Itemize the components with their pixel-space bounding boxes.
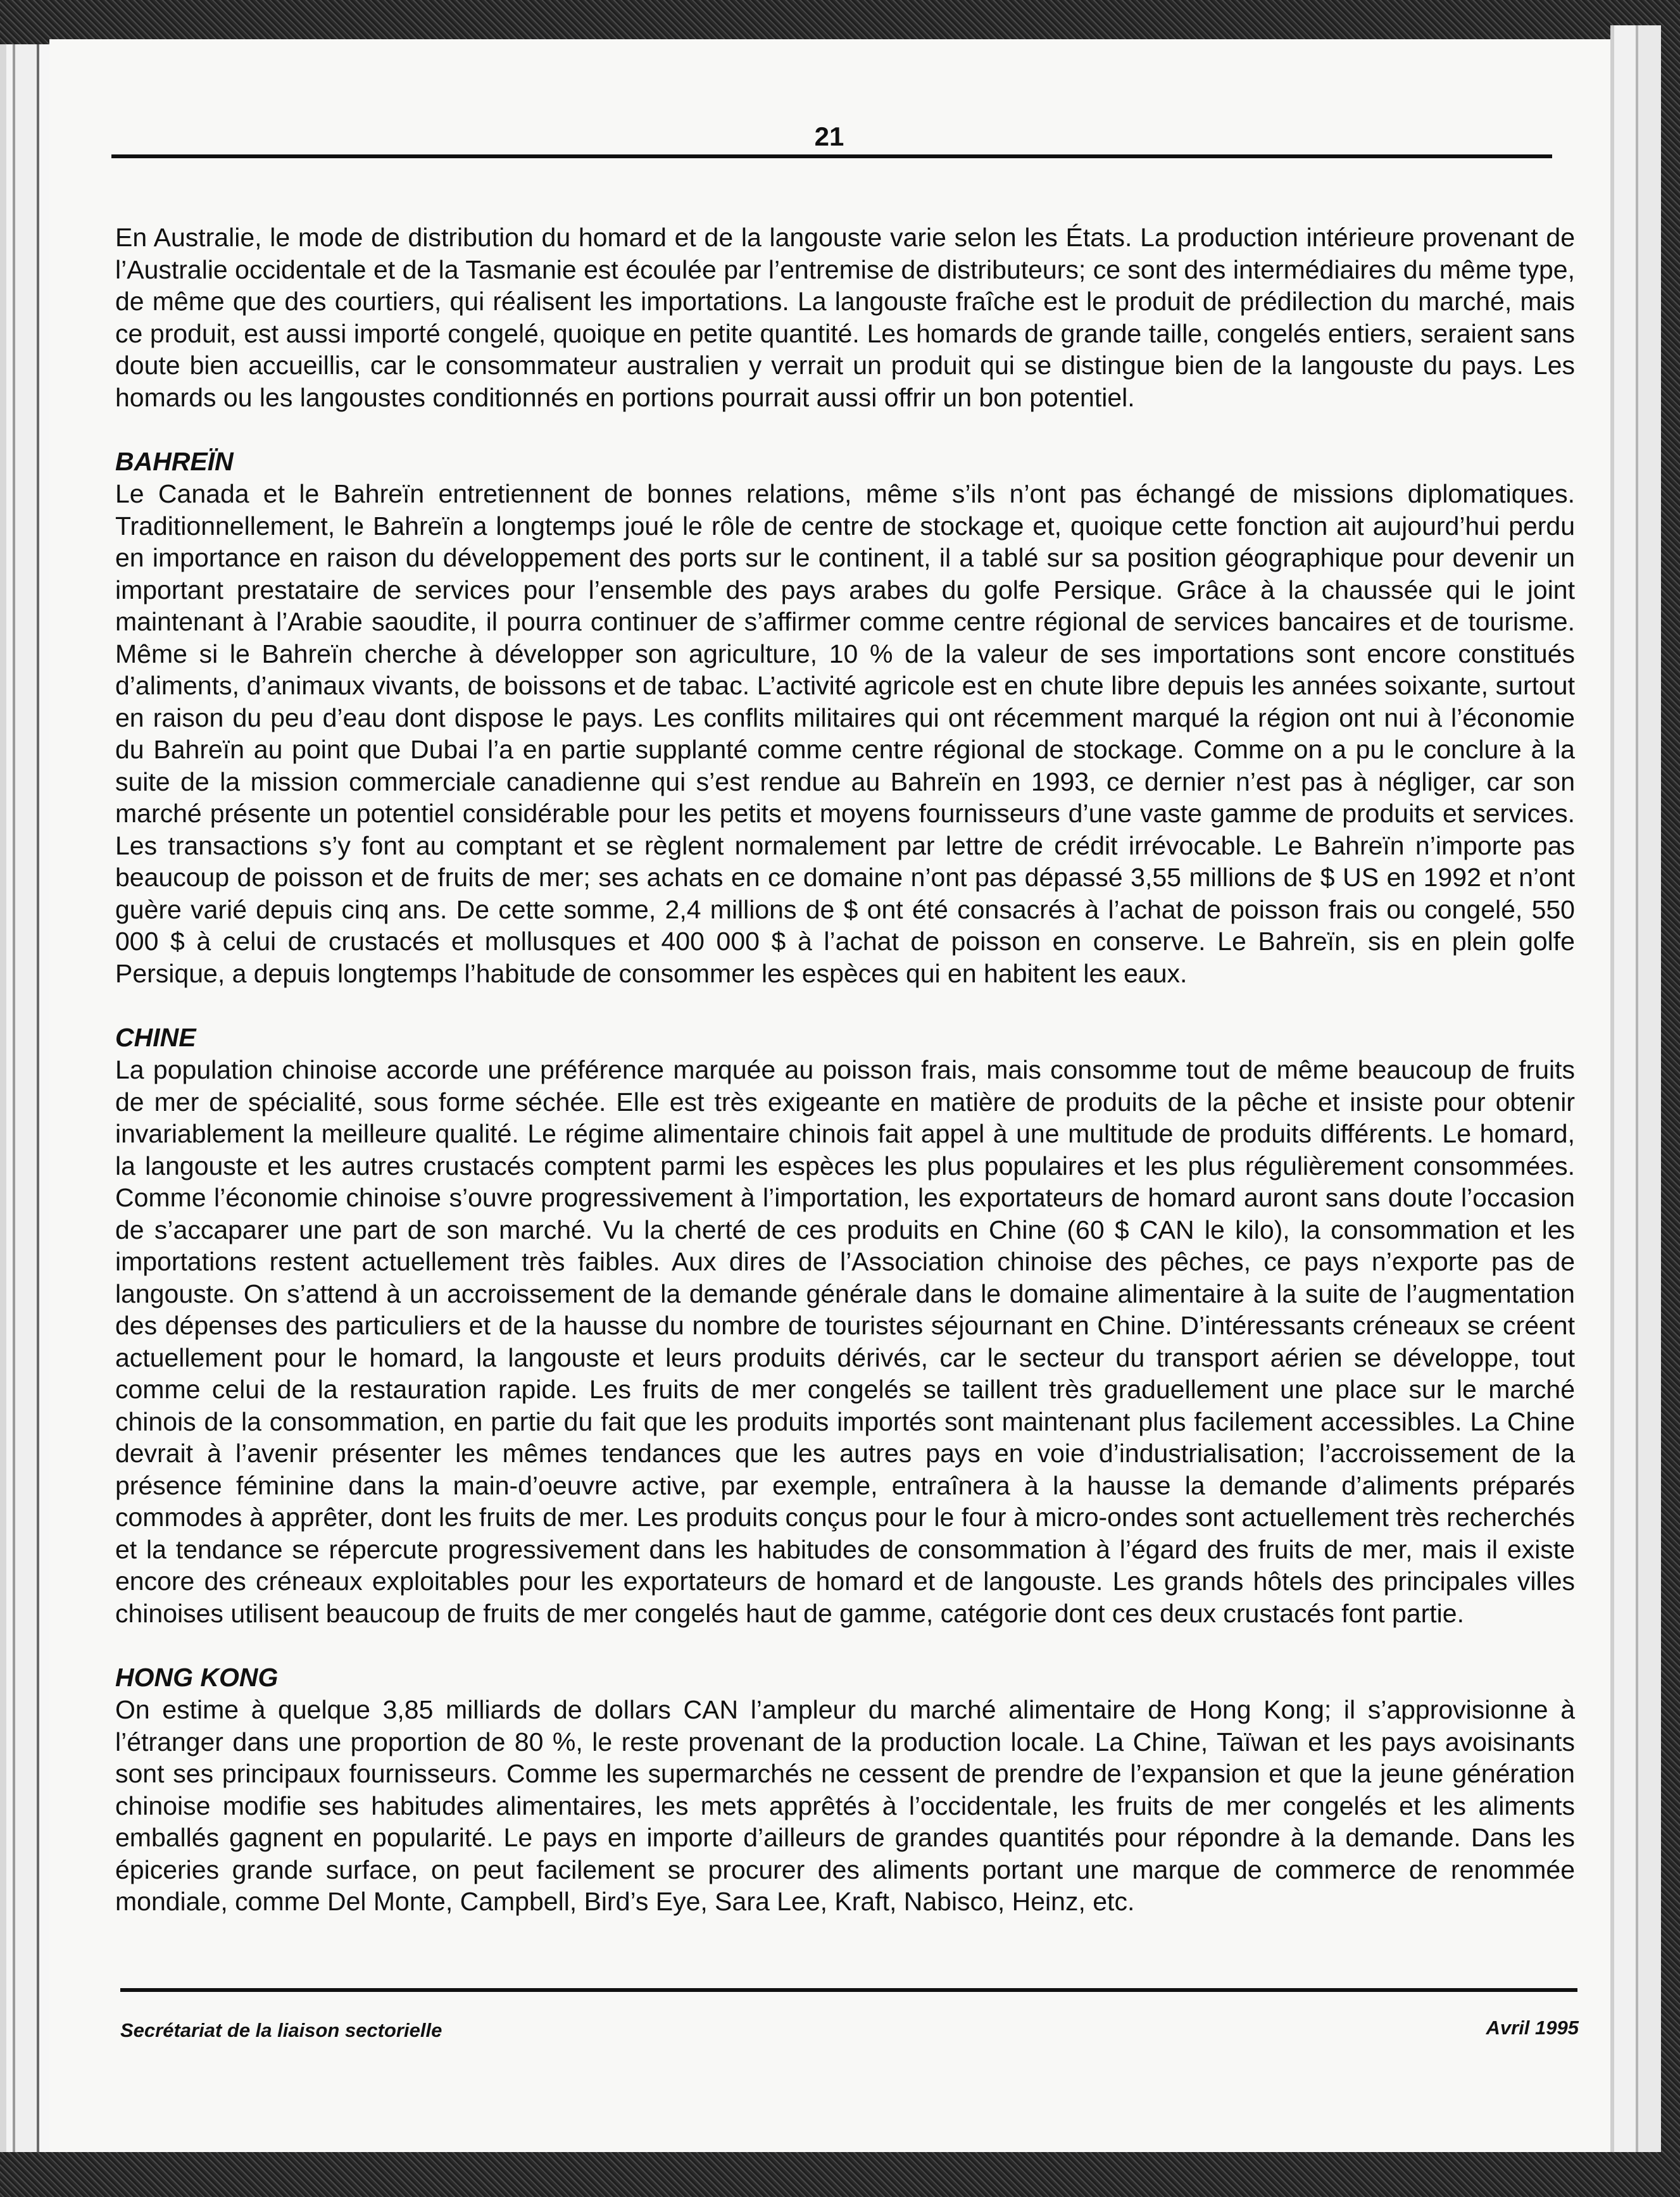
section-heading-chine: CHINE [115,1023,196,1052]
section-heading-hong-kong: HONG KONG [115,1663,279,1692]
document-body [115,222,1575,1918]
footer-date: Avril 1995 [1486,2017,1579,2039]
page-edge-right [1610,25,1661,2152]
footer-organization: Secrétariat de la liaison sectorielle [120,2019,442,2041]
section-text-chine: La population chinoise accorde une préférence marquée au poisson frais, mais consomme tout de même beaucoup de fruits de mer de spécialité, sous forme séchée. Elle est très exigeante en matière de produits de la pêche et insiste pour obtenir invariablement la meilleure qualité. Le régime alimentaire chinois fait appel à une multitude de produits différents. Le homard, la langouste et les autres crustacés comptent parmi les espèces les plus populaires et les plus régulièrement consommées. Comme l’économie chinoise s’ouvre progressivement à l’importation, les exportateurs de homard auront sans doute l’occasion de s’accaparer une part de son marché. Vu la cherté de ces produits en Chine (60 $ CAN le kilo), la consommation et les importations restent actuellement très faibles. Aux dires de l’Association chinoise des pêches, ce pays n’exporte pas de langouste. On s’attend à un accroissement de la demande générale dans le domaine alimentaire à la suite de l’augmentation des dépenses des particuliers et de la hausse du nombre de touristes séjournant en Chine. D’intéressants créneaux se créent actuellement pour le homard, la langouste et leurs produits dérivés, car le secteur du transport aérien se développe, tout comme celui de la restauration rapide. Les fruits de mer congelés se taillent très graduellement une place sur le marché chinois de la consommation, en partie du fait que les produits importés sont maintenant plus facilement accessibles. La Chine devrait à l’avenir présenter les mêmes tendances que les autres pays en voie d’industrialisation; l’accroissement de la présence féminine dans la main-d’oeuvre active, par exemple, entraînera à la hausse la demande d’aliments préparés commodes à apprêter, dont les fruits de mer. Les produits conçus pour le four à micro-ondes sont actuellement très recherchés et la tendance se répercute progressivement dans les habitudes de consommation à l’égard des fruits de mer, mais il existe encore des créneaux exploitables pour les exportateurs de homard et de langouste. Les grands hôtels des principales villes chinoises utilisent beaucoup de fruits de mer congelés haut de gamme, catégorie dont ces deux crustacés font partie. [115,1055,1575,1628]
intro-paragraph: En Australie, le mode de distribution du homard et de la langouste varie selon les États. La production intérieure provenant de l’Australie occidentale et de la Tasmanie est écoulée par l’entremise de distributeurs; ce sont des intermédiaires du même type, de même que des courtiers, qui réalisent les importations. La langouste fraîche est le produit de prédilection du marché, mais ce produit, est aussi importé congelé, quoique en petite quantité. Les homards de grande taille, congelés entiers, seraient sans doute bien accueillis, car le consommateur australien y verrait un produit qui se distingue bien de la langouste du pays. Les homards ou les langoustes conditionnés en portions pourrait aussi offrir un bon potentiel. [115,223,1575,412]
section-text-bahrein: Le Canada et le Bahreïn entretiennent de bonnes relations, même s’ils n’ont pas échangé de missions diplomatiques. Traditionnellement, le Bahreïn a longtemps joué le rôle de centre de stockage et, quoique cette fonction ait aujourd’hui perdu en importance en raison du développement des ports sur le continent, il a tablé sur sa position géographique pour devenir un important prestataire de services pour l’ensemble des pays arabes du golfe Persique. Grâce à la chaussée qui le joint maintenant à l’Arabie saoudite, il pourra continuer de s’affirmer comme centre régional de services bancaires et de tourisme. Même si le Bahreïn cherche à développer son agriculture, 10 % de la valeur de ses importations sont encore constitués d’aliments, d’animaux vivants, de boissons et de tabac. L’activité agricole est en chute libre depuis les années soixante, surtout en raison du peu d’eau dont dispose le pays. Les conflits militaires qui ont récemment marqué la région ont nui à l’économie du Bahreïn au point que Dubai l’a en partie supplanté comme centre régional de stockage. Comme on a pu le conclure à la suite de la mission commerciale canadienne qui s’est rendue au Bahreïn en 1993, ce dernier n’est pas à négliger, car son marché présente un potentiel considérable pour les petits et moyens fournisseurs d’une vaste gamme de produits et services. Les transactions s’y font au comptant et se règlent normalement par lettre de crédit irrévocable. Le Bahreïn n’importe pas beaucoup de poisson et de fruits de mer; ses achats en ce domaine n’ont pas dépassé 3,55 millions de $ US en 1992 et n’ont guère varié depuis cinq ans. De cette somme, 2,4 millions de $ ont été consacrés à l’achat de poisson frais ou congelé, 550 000 $ à celui de crustacés et mollusques et 400 000 $ à l’achat de poisson en conserve. Le Bahreïn, sis en plein golfe Persique, a depuis longtemps l’habitude de consommer les espèces qui en habitent les eaux. [115,479,1575,988]
section-heading-bahrein: BAHREÏN [115,447,234,476]
section-text-hong-kong: On estime à quelque 3,85 milliards de dollars CAN l’ampleur du marché alimentaire de Hong Kong; il s’approvisionne à l’étranger dans une proportion de 80 %, le reste provenant de la production locale. La Chine, Taïwan et les pays avoisinants sont ses principaux fournisseurs. Comme les supermarchés ne cessent de prendre de l’expansion et que la jeune génération chinoise modifie ses habitudes alimentaires, les mets apprêtés à l’occidentale, les fruits de mer congelés et les aliments emballés gagnent en popularité. Le pays en importe d’ailleurs de grandes quantités pour répondre à la demande. Dans les épiceries grande surface, on peut facilement se procurer des aliments portant une marque de commerce de renommée mondiale, comme Del Monte, Campbell, Bird’s Eye, Sara Lee, Kraft, Nabisco, Heinz, etc. [115,1695,1575,1916]
binding-edge-left [0,44,49,2152]
page-number: 21 [814,122,844,151]
footer-rule [120,1988,1577,1992]
header-rule [111,154,1552,158]
